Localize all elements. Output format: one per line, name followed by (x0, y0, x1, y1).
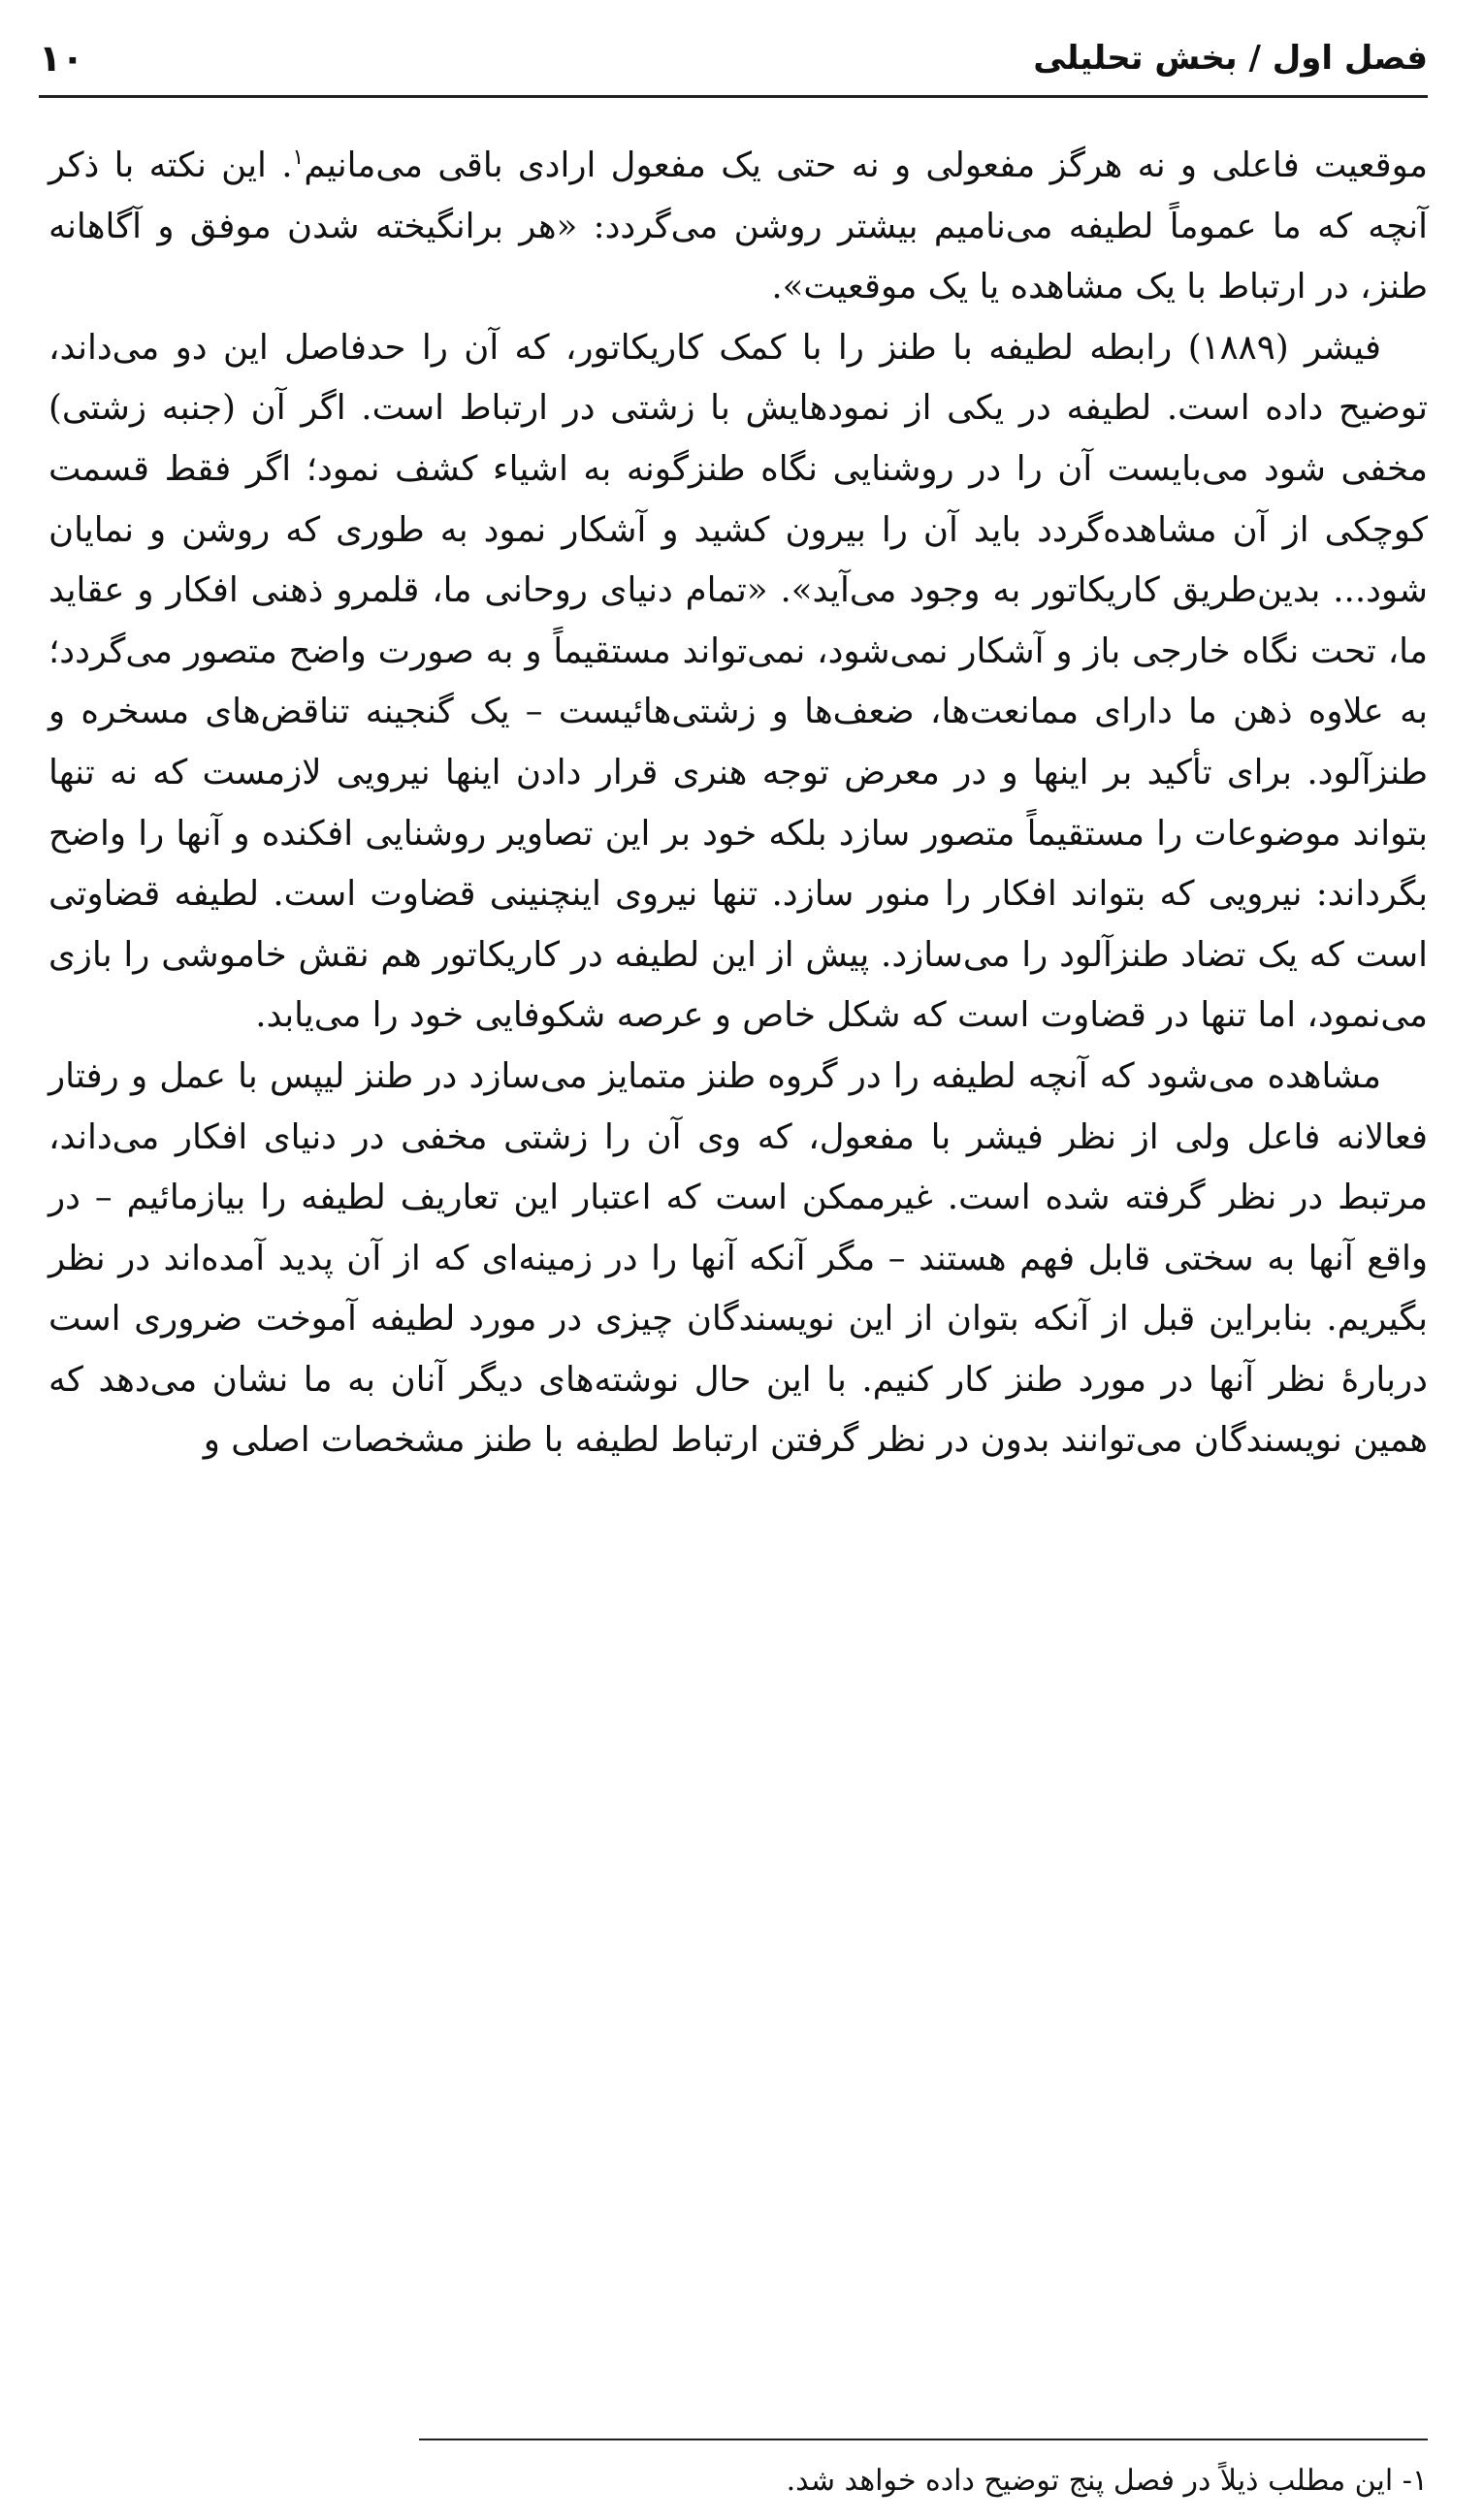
running-header (39, 21, 1428, 98)
paragraph-1-text-end: . این نکته با ذکر آنچه که ما عموماً لطیفه می‌نامیم بیشتر روشن می‌گردد: «هر برانگیخته شدن موفق و آگاهانه طنز، در ارتباط با یک مشاهده یا یک موقعیت». (48, 145, 1428, 307)
paragraph-3: مشاهده می‌شود که آنچه لطیفه را در گروه طنز متمایز می‌سازد در طنز لیپس با عمل و رفتار فعالانه فاعل ولی از نظر فیشر با مفعول، که وی آن را زشتی مخفی در دنیای افکار می‌داند، مرتبط در نظر گرفته شده است. غیرممکن است که اعتبار این تعاریف لطیفه را بیازمائیم – در واقع آنها به سختی قابل فهم هستند – مگر آنکه آنها را در زمینه‌ای که از آن پدید آمده‌اند در نظر بگیریم. بنابراین قبل از آنکه بتوان از این نویسندگان چیزی در مورد لطیفه آموخت ضروری است دربارهٔ نظر آنها در مورد طنز کار کنیم. با این حال نوشته‌های دیگر آنان به ما نشان می‌دهد که همین نویسندگان می‌توانند بدون در نظر گرفتن ارتباط لطیفه با طنز مشخصات اصلی و (48, 1055, 1429, 1461)
paragraph-2: فیشر (۱۸۸۹) رابطه لطیفه با طنز را با کمک کاریکاتور، که آن را حدفاصل این دو می‌داند، توضیح داده است. لطیفه در یکی از نمودهایش با زشتی در ارتباط است. اگر آن (جنبه زشتی) مخفی شود می‌بایست آن را در روشنایی نگاه طنزگونه به اشیاء کشف نمود؛ اگر فقط قسمت کوچکی از آن مشاهده‌گردد باید آن را بیرون کشید و آشکار نمود به طوری که روشن و نمایان شود... بدین‌طریق کاریکاتور به وجود می‌آید». «تمام دنیای روحانی ما، قلمرو ذهنی افکار و عقاید ما، تحت نگاه خارجی باز و آشکار نمی‌شود، نمی‌تواند مستقیماً و به صورت واضح متصور می‌گردد؛ به علاوه ذهن ما دارای ممانعت‌ها، ضعف‌ها و زشتی‌هائیست – یک گنجینه تناقض‌های مسخره و طنزآلود. برای تأکید بر اینها و در معرض توجه هنری قرار دادن اینها نیرویی لازمست که نه تنها بتواند موضوعات را مستقیماً متصور سازد بلکه خود بر این تصاویر روشنایی افکنده و آنها را واضح بگرداند: نیرویی که بتواند افکار را منور سازد. تنها نیروی اینچنینی قضاوت است. لطیفه قضاوتی است که یک تضاد طنزآلود را می‌سازد. پیش از این لطیفه در کاریکاتور هم نقش خاموشی را بازی می‌نمود، اما تنها در قضاوت است که شکل خاص و عرصه شکوفایی خود را می‌یابد. (48, 327, 1428, 1036)
footnote-reference: ۱ (292, 145, 305, 171)
footnote-divider (419, 2439, 1428, 2440)
paragraph-1-text-start: موقعیت فاعلی و نه هرگز مفعولی و نه حتی یک مفعول ارادی باقی می‌مانیم (304, 145, 1428, 185)
paragraph-1 (48, 136, 1428, 318)
footnote: ۱- این مطلب ذیلاً در فصل پنج توضیح داده خواهد شد. (786, 2464, 1428, 2498)
body-text (48, 136, 1428, 1471)
page-number: ۱۰ (39, 37, 84, 80)
chapter-title: فصل اول / بخش تحلیلی (1033, 39, 1428, 78)
